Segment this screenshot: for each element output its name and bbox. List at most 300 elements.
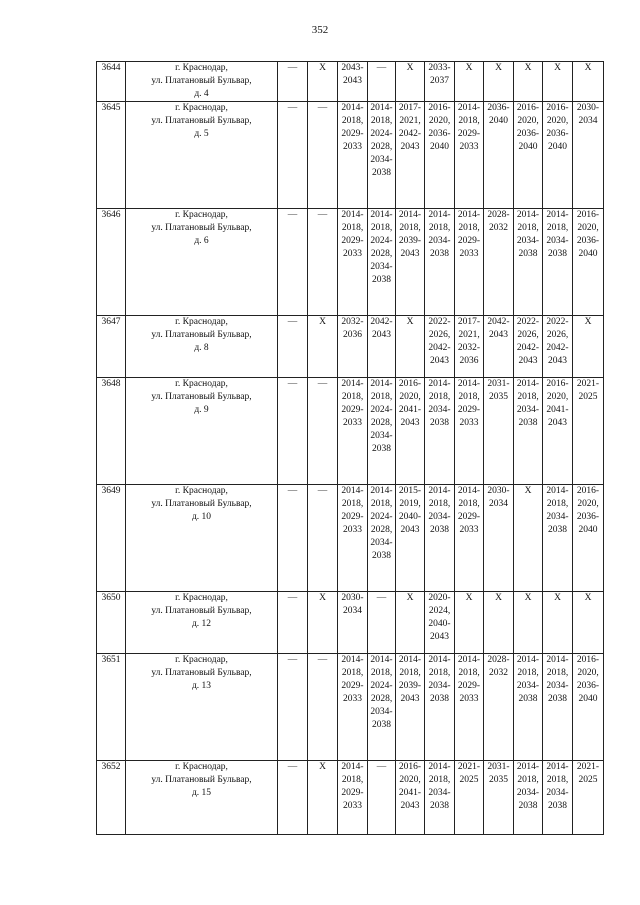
period-line: 2014- [428, 210, 451, 220]
period-line: 2016- [576, 210, 600, 220]
period-line: 2038 [548, 694, 567, 704]
period-line: 2025 [578, 775, 598, 785]
address-line: ул. Платановый Бульвар, [151, 330, 252, 340]
period-line: 2034- [428, 681, 451, 691]
period-line: 2014- [370, 655, 393, 665]
period-line: 2028, [370, 418, 393, 428]
period-line: — [376, 593, 387, 603]
period-cell [484, 654, 514, 761]
period-line: 2014- [370, 379, 393, 389]
period-cell [368, 485, 396, 592]
period-cell [514, 209, 543, 316]
period-line: — [287, 486, 298, 496]
period-cell [484, 102, 514, 209]
period-line: 2029- [341, 236, 364, 246]
period-cell [484, 209, 514, 316]
address-cell [126, 62, 278, 102]
period-line: 2029- [457, 681, 481, 691]
period-line: 2043 [343, 76, 362, 86]
period-line: 2014- [341, 379, 364, 389]
period-line: 2018, [399, 223, 421, 233]
period-line: X [465, 593, 473, 603]
period-line: 2018, [341, 668, 364, 678]
period-line: 2029- [341, 512, 364, 522]
period-line: 2019, [399, 499, 421, 509]
period-line: 2034- [370, 262, 393, 272]
period-cell [396, 62, 425, 102]
period-line: 2039- [398, 236, 422, 246]
period-line: 2033 [343, 694, 362, 704]
period-line: 2020- [428, 593, 451, 603]
period-cell [278, 378, 308, 485]
period-line: 2038 [372, 720, 391, 730]
period-line: 2028, [370, 525, 393, 535]
period-line: 2043 [548, 356, 567, 366]
period-line: 2042- [428, 343, 451, 353]
period-line: 2043 [400, 142, 420, 152]
period-cell [455, 654, 484, 761]
period-cell [338, 654, 368, 761]
period-line: 2033 [459, 525, 479, 535]
period-line: 2040 [430, 142, 449, 152]
address-line: ул. Платановый Бульвар, [151, 668, 252, 678]
period-line: — [317, 379, 328, 389]
period-line: 2018, [428, 775, 451, 785]
period-line: X [319, 317, 326, 327]
period-cell [368, 378, 396, 485]
period-line: 2014- [516, 210, 540, 220]
period-cell [573, 654, 604, 761]
period-cell [425, 485, 455, 592]
period-line: 2014- [341, 655, 364, 665]
period-cell [396, 378, 425, 485]
period-cell [278, 485, 308, 592]
address-line: г. Краснодар, [175, 63, 228, 73]
period-line: 2033 [459, 694, 479, 704]
period-line: 2018, [370, 392, 393, 402]
period-line: — [287, 103, 298, 113]
period-line: 2043 [400, 249, 420, 259]
period-cell [338, 62, 368, 102]
period-line: 2024, [428, 606, 451, 616]
period-line: 2022- [546, 317, 569, 327]
period-cell [455, 592, 484, 654]
period-line: 2024- [370, 681, 393, 691]
period-line: 2014- [398, 210, 422, 220]
page-number: 352 [311, 24, 329, 36]
period-line: 2038 [372, 551, 391, 561]
period-line: 2020, [577, 499, 599, 509]
period-line: 2034- [546, 788, 569, 798]
period-line: 2018, [428, 499, 451, 509]
period-line: 2036- [546, 129, 569, 139]
period-line: 2040 [578, 525, 598, 535]
period-line: 2033 [343, 525, 362, 535]
period-cell [573, 378, 604, 485]
period-line: 2021- [576, 379, 600, 389]
address-cell [126, 209, 278, 316]
address-line: ул. Платановый Бульвар, [151, 223, 252, 233]
period-cell [278, 62, 308, 102]
period-cell [573, 316, 604, 378]
period-line: 2034- [516, 681, 540, 691]
period-line: 2034- [428, 512, 451, 522]
address-cell [126, 378, 278, 485]
period-line: 2029- [341, 788, 364, 798]
period-cell [514, 592, 543, 654]
period-line: 2034- [516, 405, 540, 415]
address-line: ул. Платановый Бульвар, [151, 76, 252, 86]
period-line: 2036- [576, 512, 600, 522]
period-line: 2029- [457, 236, 481, 246]
period-line: 2036 [459, 356, 479, 366]
address-line: г. Краснодар, [175, 210, 228, 220]
period-line: 2018, [546, 668, 569, 678]
period-line: 2014- [341, 762, 364, 772]
period-line: 2014- [516, 762, 540, 772]
table-row [97, 102, 604, 209]
period-cell [543, 209, 573, 316]
row-number: 3650 [97, 592, 126, 654]
period-line: X [524, 486, 532, 496]
period-line: 2034- [428, 405, 451, 415]
period-cell [514, 485, 543, 592]
period-line: 2022- [428, 317, 451, 327]
period-line: 2017- [457, 317, 481, 327]
period-line: 2022- [516, 317, 540, 327]
period-cell [484, 316, 514, 378]
period-cell [425, 654, 455, 761]
period-line: 2033 [343, 142, 362, 152]
period-line: 2014- [457, 655, 481, 665]
period-line: 2028, [370, 142, 393, 152]
period-line: 2014- [341, 103, 364, 113]
period-line: 2043 [430, 356, 449, 366]
period-line: 2028, [370, 249, 393, 259]
period-line: 2014- [428, 486, 451, 496]
period-cell [425, 209, 455, 316]
period-line: 2031- [487, 379, 510, 389]
period-line: X [495, 63, 502, 73]
period-cell [573, 485, 604, 592]
period-cell [514, 62, 543, 102]
period-line: — [287, 63, 298, 73]
address-line: д. 9 [194, 405, 209, 415]
period-line: 2029- [457, 129, 481, 139]
period-line: 2034- [516, 788, 540, 798]
period-cell [455, 62, 484, 102]
period-cell [455, 378, 484, 485]
period-line: 2026, [546, 330, 569, 340]
period-line: 2020, [399, 392, 421, 402]
period-line: 2018, [458, 116, 480, 126]
period-cell [368, 592, 396, 654]
period-line: X [406, 593, 414, 603]
period-line: 2043- [341, 63, 364, 73]
period-cell [278, 592, 308, 654]
period-line: 2024- [370, 236, 393, 246]
address-line: г. Краснодар, [175, 103, 228, 113]
period-line: 2014- [546, 762, 569, 772]
table-row [97, 378, 604, 485]
period-line: 2034 [578, 116, 598, 126]
period-line: — [287, 317, 298, 327]
period-line: 2016- [398, 762, 422, 772]
period-line: 2036 [343, 330, 362, 340]
period-line: 2038 [518, 801, 538, 811]
row-number: 3645 [97, 102, 126, 209]
period-line: 2038 [548, 801, 567, 811]
period-line: 2038 [430, 525, 449, 535]
period-line: — [287, 762, 298, 772]
address-line: ул. Платановый Бульвар, [151, 499, 252, 509]
period-line: 2030- [487, 486, 510, 496]
period-line: 2043 [400, 801, 420, 811]
period-line: X [319, 593, 326, 603]
period-line: 2018, [458, 668, 480, 678]
schedule-table [96, 61, 604, 835]
period-cell [543, 654, 573, 761]
period-line: 2043 [400, 694, 420, 704]
period-line: 2016- [516, 103, 540, 113]
period-line: 2020, [546, 116, 569, 126]
period-line: — [376, 762, 387, 772]
period-cell [338, 378, 368, 485]
period-cell [543, 62, 573, 102]
period-line: 2043 [400, 418, 420, 428]
address-line: д. 5 [194, 129, 209, 139]
period-cell [278, 654, 308, 761]
period-line: 2017- [398, 103, 422, 113]
period-line: 2026, [428, 330, 451, 340]
address-cell [126, 485, 278, 592]
period-line: 2021- [576, 762, 600, 772]
period-line: 2042- [398, 129, 422, 139]
period-line: X [524, 593, 532, 603]
address-line: ул. Платановый Бульвар, [151, 606, 252, 616]
period-cell [308, 761, 338, 835]
period-line: — [317, 103, 328, 113]
period-line: — [376, 63, 387, 73]
period-cell [396, 316, 425, 378]
period-cell [368, 209, 396, 316]
address-line: г. Краснодар, [175, 593, 228, 603]
row-number: 3652 [97, 761, 126, 835]
period-line: X [406, 63, 414, 73]
period-line: X [584, 317, 592, 327]
period-cell [368, 654, 396, 761]
period-cell [308, 62, 338, 102]
address-cell [126, 654, 278, 761]
period-cell [396, 654, 425, 761]
period-line: 2034- [428, 788, 451, 798]
period-line: 2020, [428, 116, 451, 126]
period-line: 2018, [546, 775, 569, 785]
period-line: 2038 [548, 525, 567, 535]
period-line: 2020, [577, 668, 599, 678]
period-cell [425, 62, 455, 102]
period-line: 2033 [343, 801, 362, 811]
table-row [97, 654, 604, 761]
period-line: 2026, [517, 330, 539, 340]
address-line: ул. Платановый Бульвар, [151, 116, 252, 126]
period-line: X [319, 63, 326, 73]
period-line: 2037 [430, 76, 449, 86]
period-line: 2038 [430, 249, 449, 259]
period-line: 2018, [370, 223, 393, 233]
period-line: 2038 [518, 249, 538, 259]
period-line: 2036- [428, 129, 451, 139]
address-cell [126, 761, 278, 835]
period-cell [338, 209, 368, 316]
address-line: д. 12 [191, 619, 212, 629]
period-line: X [584, 63, 592, 73]
period-cell [543, 485, 573, 592]
period-line: — [317, 655, 328, 665]
address-line: г. Краснодар, [175, 762, 228, 772]
period-line: 2018, [517, 392, 539, 402]
period-cell [573, 209, 604, 316]
address-cell [126, 102, 278, 209]
period-cell [484, 592, 514, 654]
period-cell [514, 654, 543, 761]
period-line: 2040- [428, 619, 451, 629]
period-line: 2014- [341, 486, 364, 496]
row-number: 3648 [97, 378, 126, 485]
period-cell [543, 761, 573, 835]
period-line: 2018, [341, 775, 364, 785]
period-line: 2043 [518, 356, 538, 366]
period-line: X [524, 63, 532, 73]
row-number: 3647 [97, 316, 126, 378]
period-line: X [465, 63, 473, 73]
period-line: 2033- [428, 63, 451, 73]
period-line: 2016- [546, 103, 569, 113]
period-cell [396, 209, 425, 316]
period-line: X [584, 593, 592, 603]
period-line: 2043 [400, 525, 420, 535]
period-line: 2018, [341, 392, 364, 402]
address-line: ул. Платановый Бульвар, [151, 392, 252, 402]
period-cell [514, 102, 543, 209]
period-cell [338, 102, 368, 209]
period-cell [455, 102, 484, 209]
period-line: 2033 [459, 249, 479, 259]
address-line: д. 15 [191, 788, 212, 798]
period-cell [308, 592, 338, 654]
period-line: — [287, 210, 298, 220]
period-line: 2040- [398, 512, 422, 522]
period-line: 2016- [546, 379, 569, 389]
period-cell [338, 592, 368, 654]
period-line: 2034- [428, 236, 451, 246]
period-cell [484, 485, 514, 592]
period-line: 2043 [489, 330, 508, 340]
period-line: 2043 [430, 632, 449, 642]
period-line: 2020, [577, 223, 599, 233]
period-cell [573, 761, 604, 835]
period-line: 2018, [399, 668, 421, 678]
period-line: 2016- [576, 655, 600, 665]
table-row [97, 62, 604, 102]
period-line: 2043 [548, 418, 567, 428]
period-cell [308, 209, 338, 316]
period-line: 2018, [517, 668, 539, 678]
period-cell [425, 761, 455, 835]
period-cell [514, 316, 543, 378]
period-line: 2014- [546, 210, 569, 220]
period-cell [308, 102, 338, 209]
period-line: 2015- [398, 486, 422, 496]
period-cell [278, 316, 308, 378]
period-cell [573, 592, 604, 654]
period-cell [455, 209, 484, 316]
address-cell [126, 592, 278, 654]
period-line: 2029- [341, 405, 364, 415]
period-line: 2014- [341, 210, 364, 220]
address-line: г. Краснодар, [175, 379, 228, 389]
period-line: 2029- [457, 512, 481, 522]
period-line: 2032 [489, 668, 508, 678]
period-line: X [495, 593, 502, 603]
period-cell [455, 761, 484, 835]
period-line: 2014- [457, 210, 481, 220]
period-cell [543, 102, 573, 209]
period-line: — [317, 486, 328, 496]
period-line: 2033 [343, 418, 362, 428]
table-row [97, 761, 604, 835]
period-cell [368, 761, 396, 835]
period-line: 2020, [399, 775, 421, 785]
period-line: 2024- [370, 129, 393, 139]
period-line: 2043 [372, 330, 391, 340]
period-cell [543, 316, 573, 378]
period-cell [278, 102, 308, 209]
period-cell [543, 378, 573, 485]
period-cell [338, 485, 368, 592]
period-line: 2034- [370, 538, 393, 548]
period-line: 2018, [428, 668, 451, 678]
period-line: 2041- [546, 405, 569, 415]
period-line: 2035 [489, 392, 508, 402]
period-line: 2041- [398, 788, 422, 798]
period-line: 2038 [430, 418, 449, 428]
period-line: 2038 [372, 168, 391, 178]
period-cell [308, 654, 338, 761]
period-line: 2038 [548, 249, 567, 259]
period-line: 2038 [518, 418, 538, 428]
period-line: 2021, [399, 116, 421, 126]
period-cell [368, 62, 396, 102]
period-line: 2032- [457, 343, 481, 353]
period-line: 2042- [546, 343, 569, 353]
period-line: 2033 [459, 418, 479, 428]
period-line: 2025 [578, 392, 598, 402]
period-line: 2036- [576, 681, 600, 691]
address-line: д. 4 [194, 89, 209, 99]
table-body [97, 62, 604, 835]
period-line: 2018, [370, 499, 393, 509]
period-line: 2029- [341, 681, 364, 691]
row-number: 3644 [97, 62, 126, 102]
period-cell [484, 378, 514, 485]
period-line: 2020, [517, 116, 539, 126]
period-line: 2018, [370, 116, 393, 126]
period-line: 2014- [516, 379, 540, 389]
period-line: X [554, 63, 561, 73]
period-line: 2021- [457, 762, 481, 772]
address-line: г. Краснодар, [175, 655, 228, 665]
